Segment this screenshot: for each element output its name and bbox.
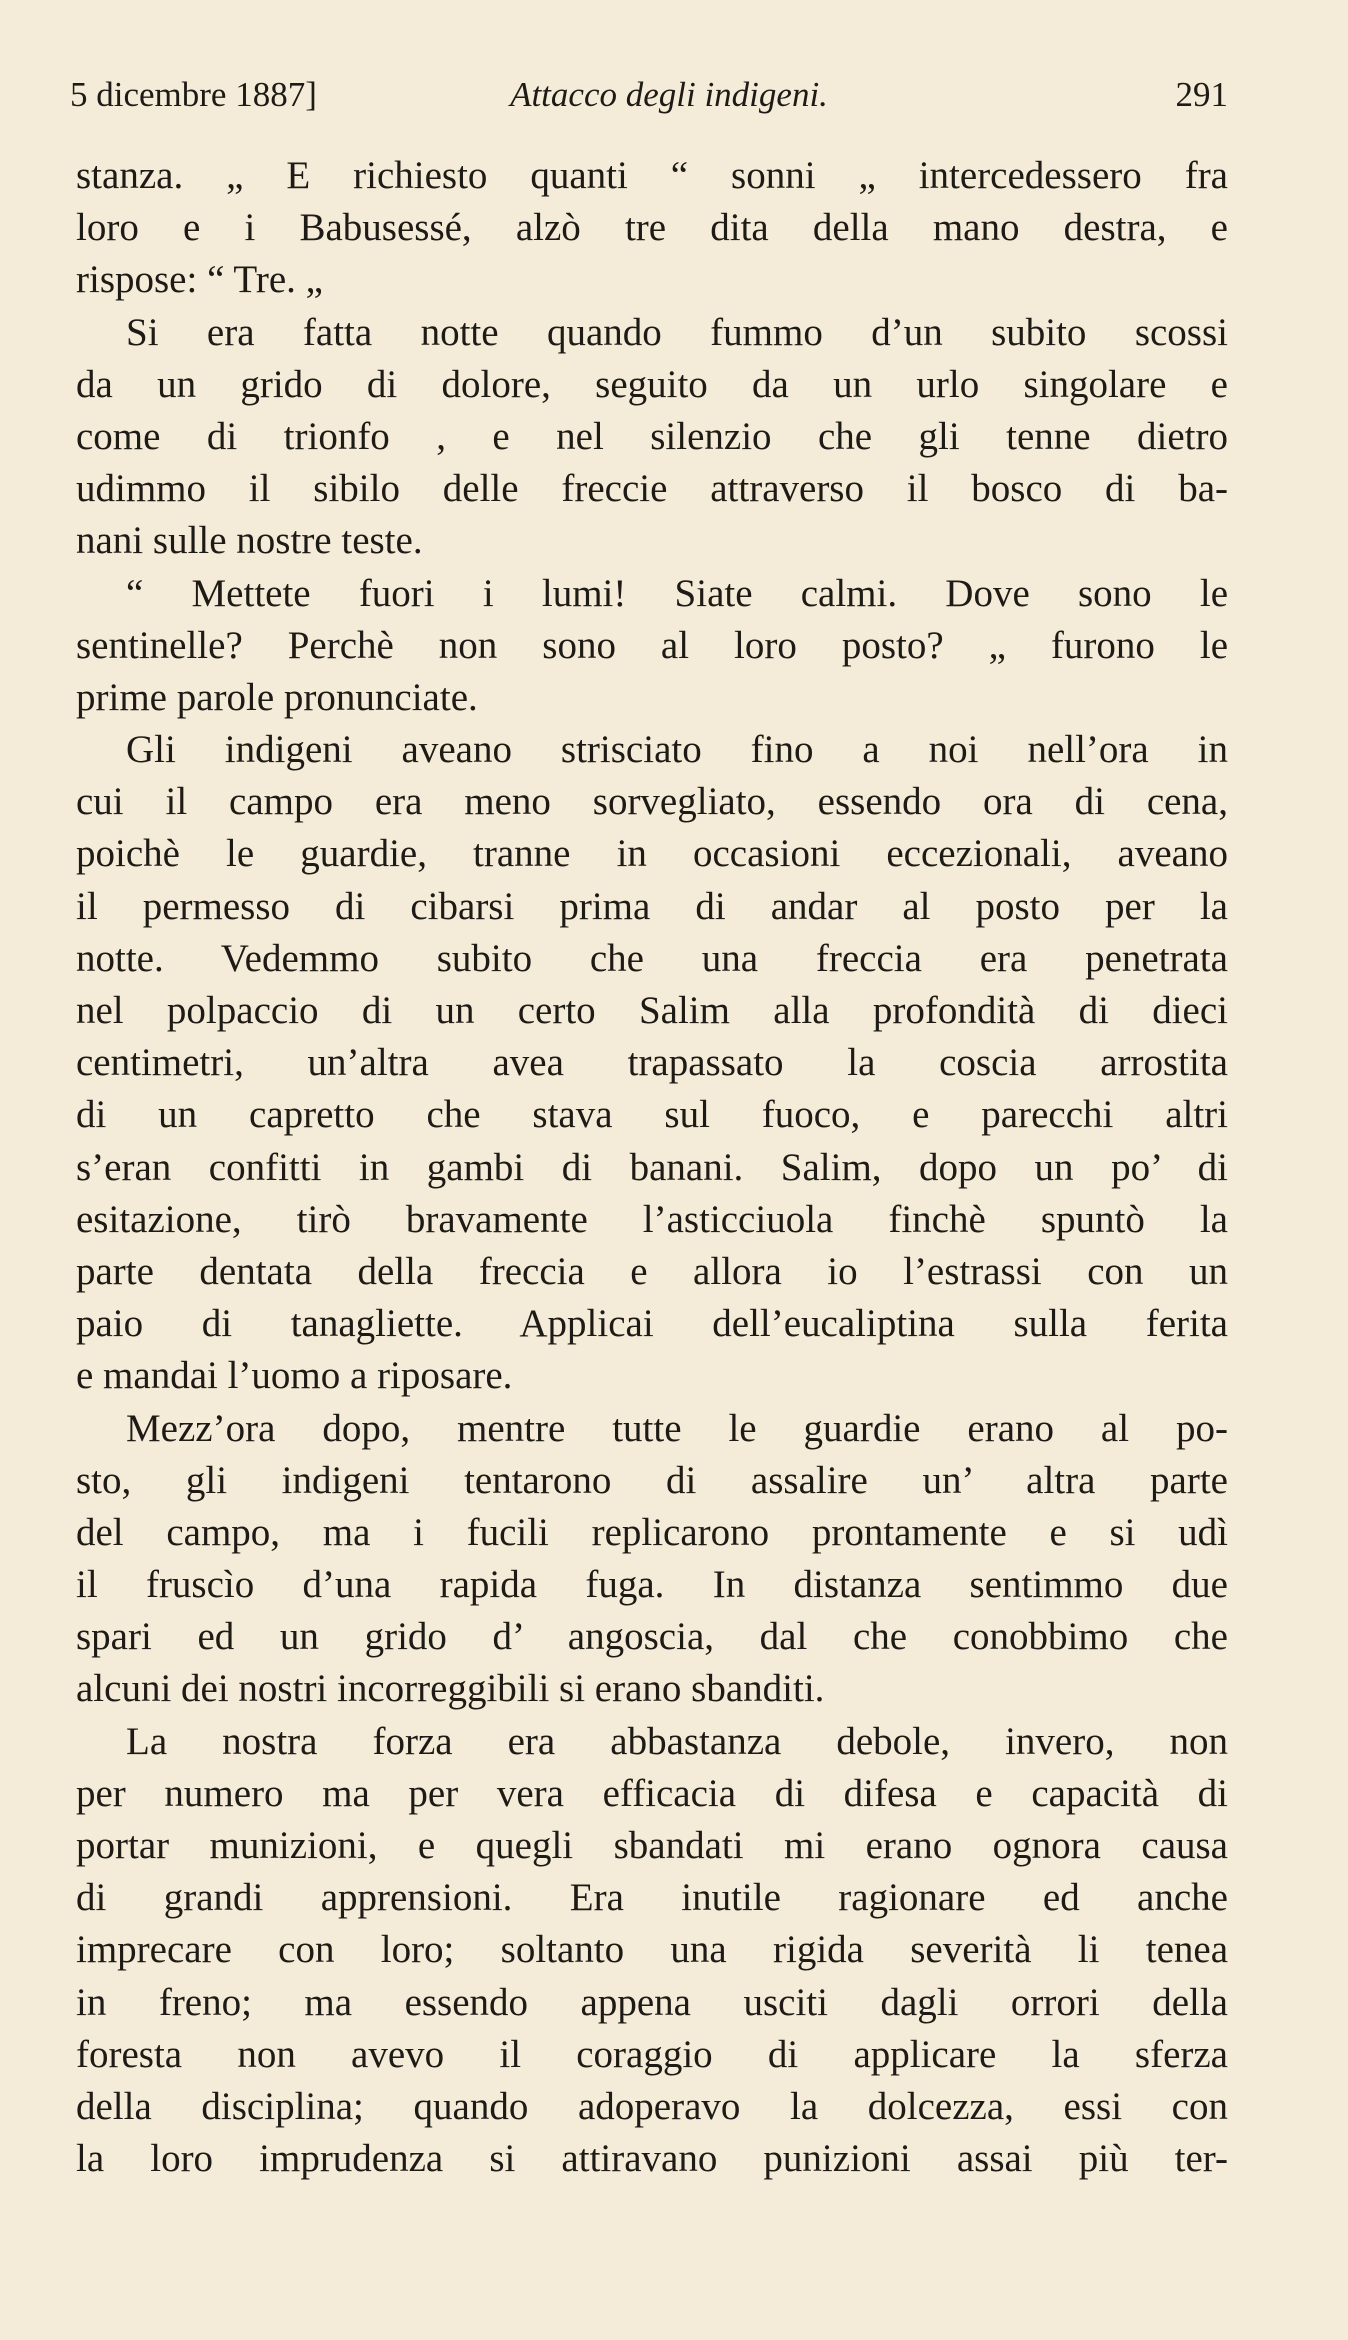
text-line: come di trionfo , e nel silenzio che gli tenne dietro <box>76 414 1228 458</box>
text-line: sto, gli indigeni tentarono di assalire un’ altra parte <box>76 1458 1228 1502</box>
header-title: Attacco degli indigeni. <box>510 75 828 114</box>
text-line: da un grido di dolore, seguito da un urlo singolare e <box>76 362 1228 406</box>
text-line: alcuni dei nostri incorreggibili si erano sbanditi. <box>76 1667 825 1711</box>
text-line: paio di tanagliette. Applicai dell’eucaliptina sulla ferita <box>76 1302 1228 1346</box>
text-line: il fruscìo d’una rapida fuga. In distanza sentimmo due <box>76 1563 1228 1607</box>
text-line: foresta non avevo il coraggio di applicare la sferza <box>76 2032 1228 2076</box>
text-line: Gli indigeni aveano strisciato fino a noi nell’ora in <box>126 728 1228 772</box>
text-line: Mezz’ora dopo, mentre tutte le guardie erano al po- <box>126 1406 1228 1450</box>
text-line: esitazione, tirò bravamente l’asticciuola finchè spuntò la <box>76 1197 1228 1241</box>
text-line: spari ed un grido d’ angoscia, dal che conobbimo che <box>76 1615 1228 1659</box>
text-line: parte dentata della freccia e allora io l’estrassi con un <box>76 1249 1228 1293</box>
text-line: la loro imprudenza si attiravano punizioni assai più ter- <box>76 2137 1228 2181</box>
text-line: centimetri, un’altra avea trapassato la coscia arrostita <box>76 1041 1228 1085</box>
text-line: notte. Vedemmo subito che una freccia era penetrata <box>76 936 1228 980</box>
text-line: sentinelle? Perchè non sono al loro posto? „ furono le <box>76 623 1228 667</box>
text-line: della disciplina; quando adoperavo la dolcezza, essi con <box>76 2084 1228 2128</box>
text-line: La nostra forza era abbastanza debole, invero, non <box>126 1719 1228 1763</box>
text-line: per numero ma per vera efficacia di difesa e capacità di <box>76 1771 1228 1815</box>
text-line: “ Mettete fuori i lumi! Siate calmi. Dove sono le <box>126 571 1228 615</box>
text-line: loro e i Babusessé, alzò tre dita della mano destra, e <box>76 206 1228 250</box>
body-text <box>76 150 1228 2185</box>
page-number: 291 <box>1175 75 1228 114</box>
text-line: di grandi apprensioni. Era inutile ragionare ed anche <box>76 1876 1228 1920</box>
text-line: e mandai l’uomo a riposare. <box>76 1354 513 1398</box>
text-line: cui il campo era meno sorvegliato, essendo ora di cena, <box>76 780 1228 824</box>
text-line: imprecare con loro; soltanto una rigida severità li tenea <box>76 1928 1228 1972</box>
text-line: rispose: “ Tre. „ <box>76 258 323 302</box>
text-line: udimmo il sibilo delle freccie attraverso il bosco di ba- <box>76 467 1228 511</box>
text-line: il permesso di cibarsi prima di andar al posto per la <box>76 884 1228 928</box>
text-line: portar munizioni, e quegli sbandati mi erano ognora causa <box>76 1824 1228 1867</box>
text-line: prime parole pronunciate. <box>76 675 478 719</box>
text-line: Si era fatta notte quando fummo d’un subito scossi <box>126 310 1228 354</box>
text-line: poichè le guardie, tranne in occasioni eccezionali, aveano <box>76 832 1228 876</box>
text-line: nel polpaccio di un certo Salim alla profondità di dieci <box>76 989 1228 1032</box>
text-line: di un capretto che stava sul fuoco, e parecchi altri <box>76 1093 1228 1137</box>
text-line: nani sulle nostre teste. <box>76 519 423 563</box>
running-head <box>70 70 1228 120</box>
text-line: in freno; ma essendo appena usciti dagli orrori della <box>76 1980 1228 2024</box>
text-line: del campo, ma i fucili replicarono prontamente e si udì <box>76 1510 1228 1554</box>
text-line: stanza. „ E richiesto quanti “ sonni „ intercedessero fra <box>76 154 1228 197</box>
text-line: s’eran confitti in gambi di banani. Salim, dopo un po’ di <box>76 1145 1228 1189</box>
header-date: 5 dicembre 1887] <box>70 75 317 114</box>
